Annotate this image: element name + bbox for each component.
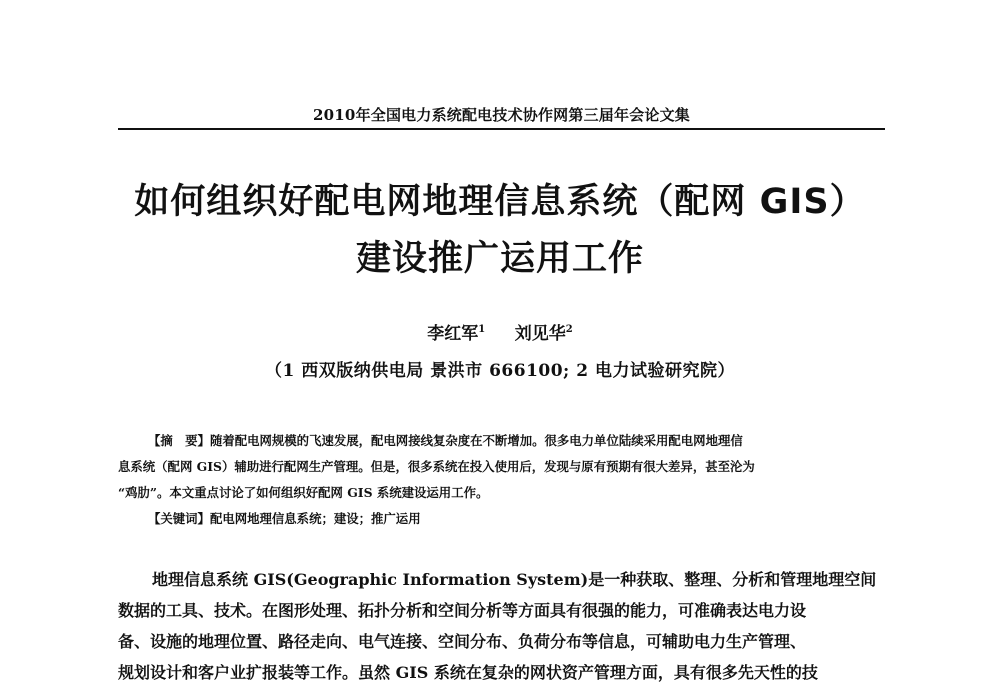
body-text <box>118 564 888 688</box>
body-line: 数据的工具、技术。在图形处理、拓扑分析和空间分析等方面具有很强的能力，可准确表达电力设 <box>118 601 807 620</box>
author-name: 李红军 <box>427 324 479 344</box>
body-line: 备、设施的地理位置、路径走向、电气连接、空间分布、负荷分布等信息，可辅助电力生产管理、 <box>118 632 807 651</box>
affiliation-mark: 1 <box>478 324 486 335</box>
proceedings-header: 2010年全国电力系统配电技术协作网第三届年会论文集 <box>313 106 690 124</box>
abstract-line: 息系统（配网 GIS）辅助进行配网生产管理。但是，很多系统在投入使用后，发现与原有预期有很大差异，甚至沦为 <box>118 459 755 474</box>
abstract <box>118 428 888 506</box>
abstract-line: 【摘 要】随着配电网规模的飞速发展，配电网接线复杂度在不断增加。很多电力单位陆续采用配电网地理信 <box>148 433 743 448</box>
body-line: 规划设计和客户业扩报装等工作。虽然 GIS 系统在复杂的网状资产管理方面，具有很多先天性的技 <box>118 663 818 682</box>
body-line: 地理信息系统 GIS(Geographic Information System)是一种获取、整理、分析和管理地理空间 <box>152 570 877 589</box>
header-rule <box>118 128 885 130</box>
author-name: 刘见华 <box>514 324 566 344</box>
affiliation: （1 西双版纳供电局 景洪市 666100; 2 电力试验研究院） <box>265 361 735 381</box>
affiliation-mark: 2 <box>565 324 573 335</box>
abstract-line: “鸡肋”。本文重点讨论了如何组织好配网 GIS 系统建设运用工作。 <box>118 485 489 500</box>
paper-title-line-2: 建设推广运用工作 <box>355 239 644 279</box>
keywords: 【关键词】配电网地理信息系统；建设；推广运用 <box>148 511 421 526</box>
author-list <box>0 318 1000 346</box>
paper-title-line-1: 如何组织好配电网地理信息系统（配网 GIS） <box>134 182 866 222</box>
